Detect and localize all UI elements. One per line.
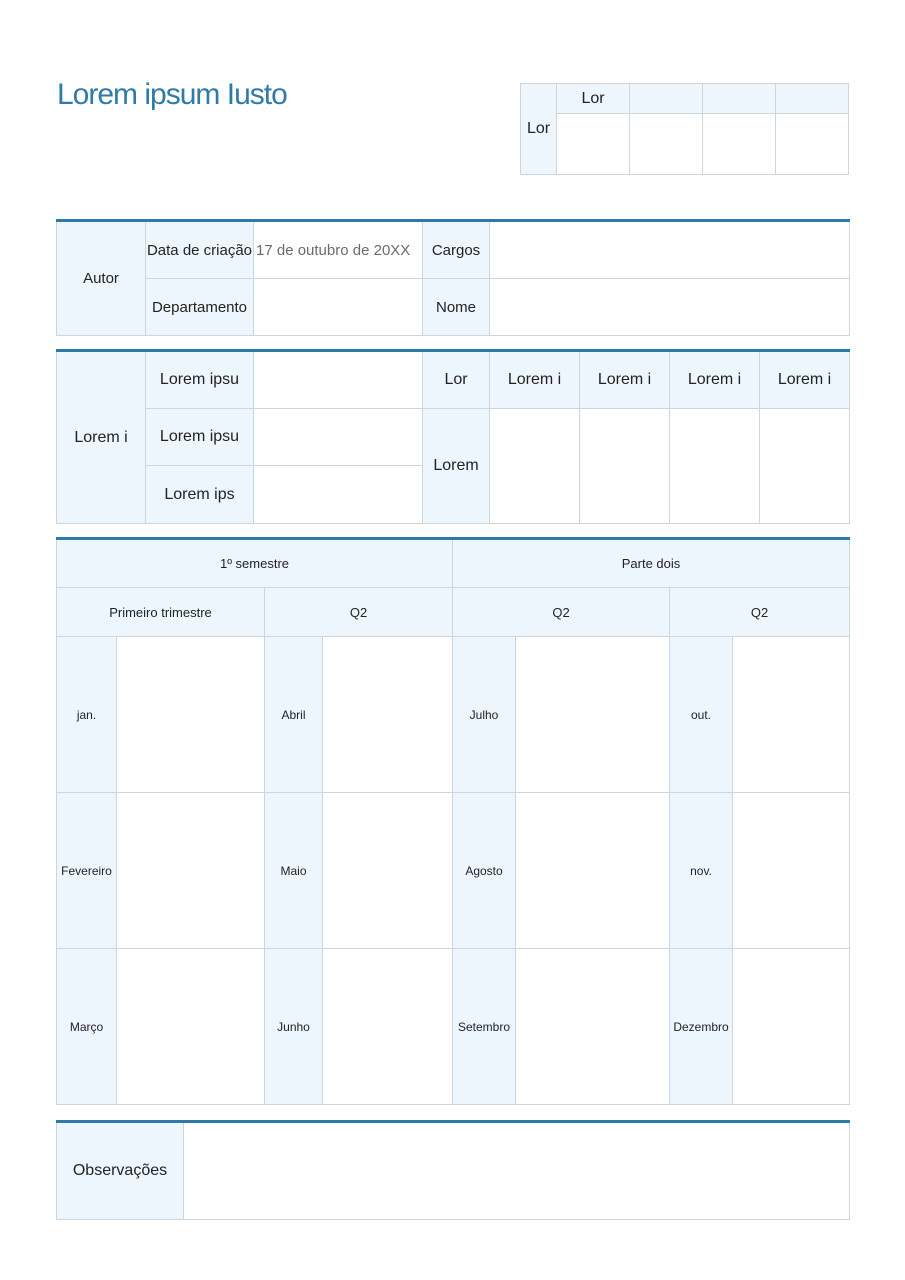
lorem-col-header: Lorem i [490, 351, 580, 409]
month-label: Maio [265, 793, 323, 949]
month-cell[interactable] [117, 949, 265, 1105]
month-cell[interactable] [323, 637, 453, 793]
month-label: jan. [57, 637, 117, 793]
lorem-row-field[interactable] [254, 351, 423, 409]
approval-side-label: Lor [521, 84, 557, 175]
month-label: Junho [265, 949, 323, 1105]
month-cell[interactable] [117, 637, 265, 793]
month-label: Março [57, 949, 117, 1105]
lorem-col-header: Lorem i [670, 351, 760, 409]
author-table [56, 219, 850, 336]
month-cell[interactable] [516, 793, 670, 949]
month-cell[interactable] [733, 637, 850, 793]
quarter-header: Q2 [670, 588, 850, 637]
calendar-table [56, 537, 850, 1105]
approval-header-label: Lor [557, 84, 630, 114]
approval-stamp-cell[interactable] [557, 114, 630, 175]
approval-header-cell [703, 84, 776, 114]
lorem-side-label: Lorem [423, 409, 490, 524]
notes-table [56, 1120, 850, 1220]
month-label: Agosto [453, 793, 516, 949]
month-label: Abril [265, 637, 323, 793]
lorem-table [56, 349, 850, 524]
month-cell[interactable] [117, 793, 265, 949]
approval-header-cell [630, 84, 703, 114]
quarter-header: Primeiro trimestre [57, 588, 265, 637]
notes-field[interactable] [184, 1122, 850, 1220]
name-field[interactable] [490, 279, 850, 336]
lorem-row-label: Lorem ipsu [146, 409, 254, 466]
half-header: 1º semestre [57, 539, 453, 588]
notes-label: Observações [57, 1122, 184, 1220]
roles-field[interactable] [490, 221, 850, 279]
lorem-col-header: Lorem i [760, 351, 850, 409]
approval-stamp-cell[interactable] [630, 114, 703, 175]
month-cell[interactable] [323, 793, 453, 949]
month-cell[interactable] [516, 637, 670, 793]
lorem-row-field[interactable] [254, 466, 423, 524]
roles-label: Cargos [423, 221, 490, 279]
lorem-row-field[interactable] [254, 409, 423, 466]
month-label: Dezembro [670, 949, 733, 1105]
department-label: Departamento [146, 279, 254, 336]
month-cell[interactable] [516, 949, 670, 1105]
created-date-label: Data de criação [146, 221, 254, 279]
half-header: Parte dois [453, 539, 850, 588]
lorem-col-header: Lorem i [580, 351, 670, 409]
month-cell[interactable] [733, 949, 850, 1105]
page-title: Lorem ipsum Iusto [57, 78, 287, 111]
lorem-col-header-label: Lor [423, 351, 490, 409]
month-label: Julho [453, 637, 516, 793]
department-field[interactable] [254, 279, 423, 336]
lorem-value-cell[interactable] [580, 409, 670, 524]
month-label: out. [670, 637, 733, 793]
lorem-value-cell[interactable] [670, 409, 760, 524]
name-label: Nome [423, 279, 490, 336]
approval-table [520, 83, 849, 175]
approval-header-cell [776, 84, 849, 114]
quarter-header: Q2 [453, 588, 670, 637]
approval-stamp-cell[interactable] [703, 114, 776, 175]
lorem-value-cell[interactable] [760, 409, 850, 524]
lorem-row-label: Lorem ips [146, 466, 254, 524]
month-label: Setembro [453, 949, 516, 1105]
month-cell[interactable] [733, 793, 850, 949]
quarter-header: Q2 [265, 588, 453, 637]
month-label: nov. [670, 793, 733, 949]
approval-stamp-cell[interactable] [776, 114, 849, 175]
lorem-value-cell[interactable] [490, 409, 580, 524]
month-cell[interactable] [323, 949, 453, 1105]
lorem-row-label: Lorem ipsu [146, 351, 254, 409]
lorem-group-label: Lorem i [57, 351, 146, 524]
created-date-value[interactable]: 17 de outubro de 20XX [254, 221, 423, 279]
month-label: Fevereiro [57, 793, 117, 949]
author-group-label: Autor [57, 221, 146, 336]
